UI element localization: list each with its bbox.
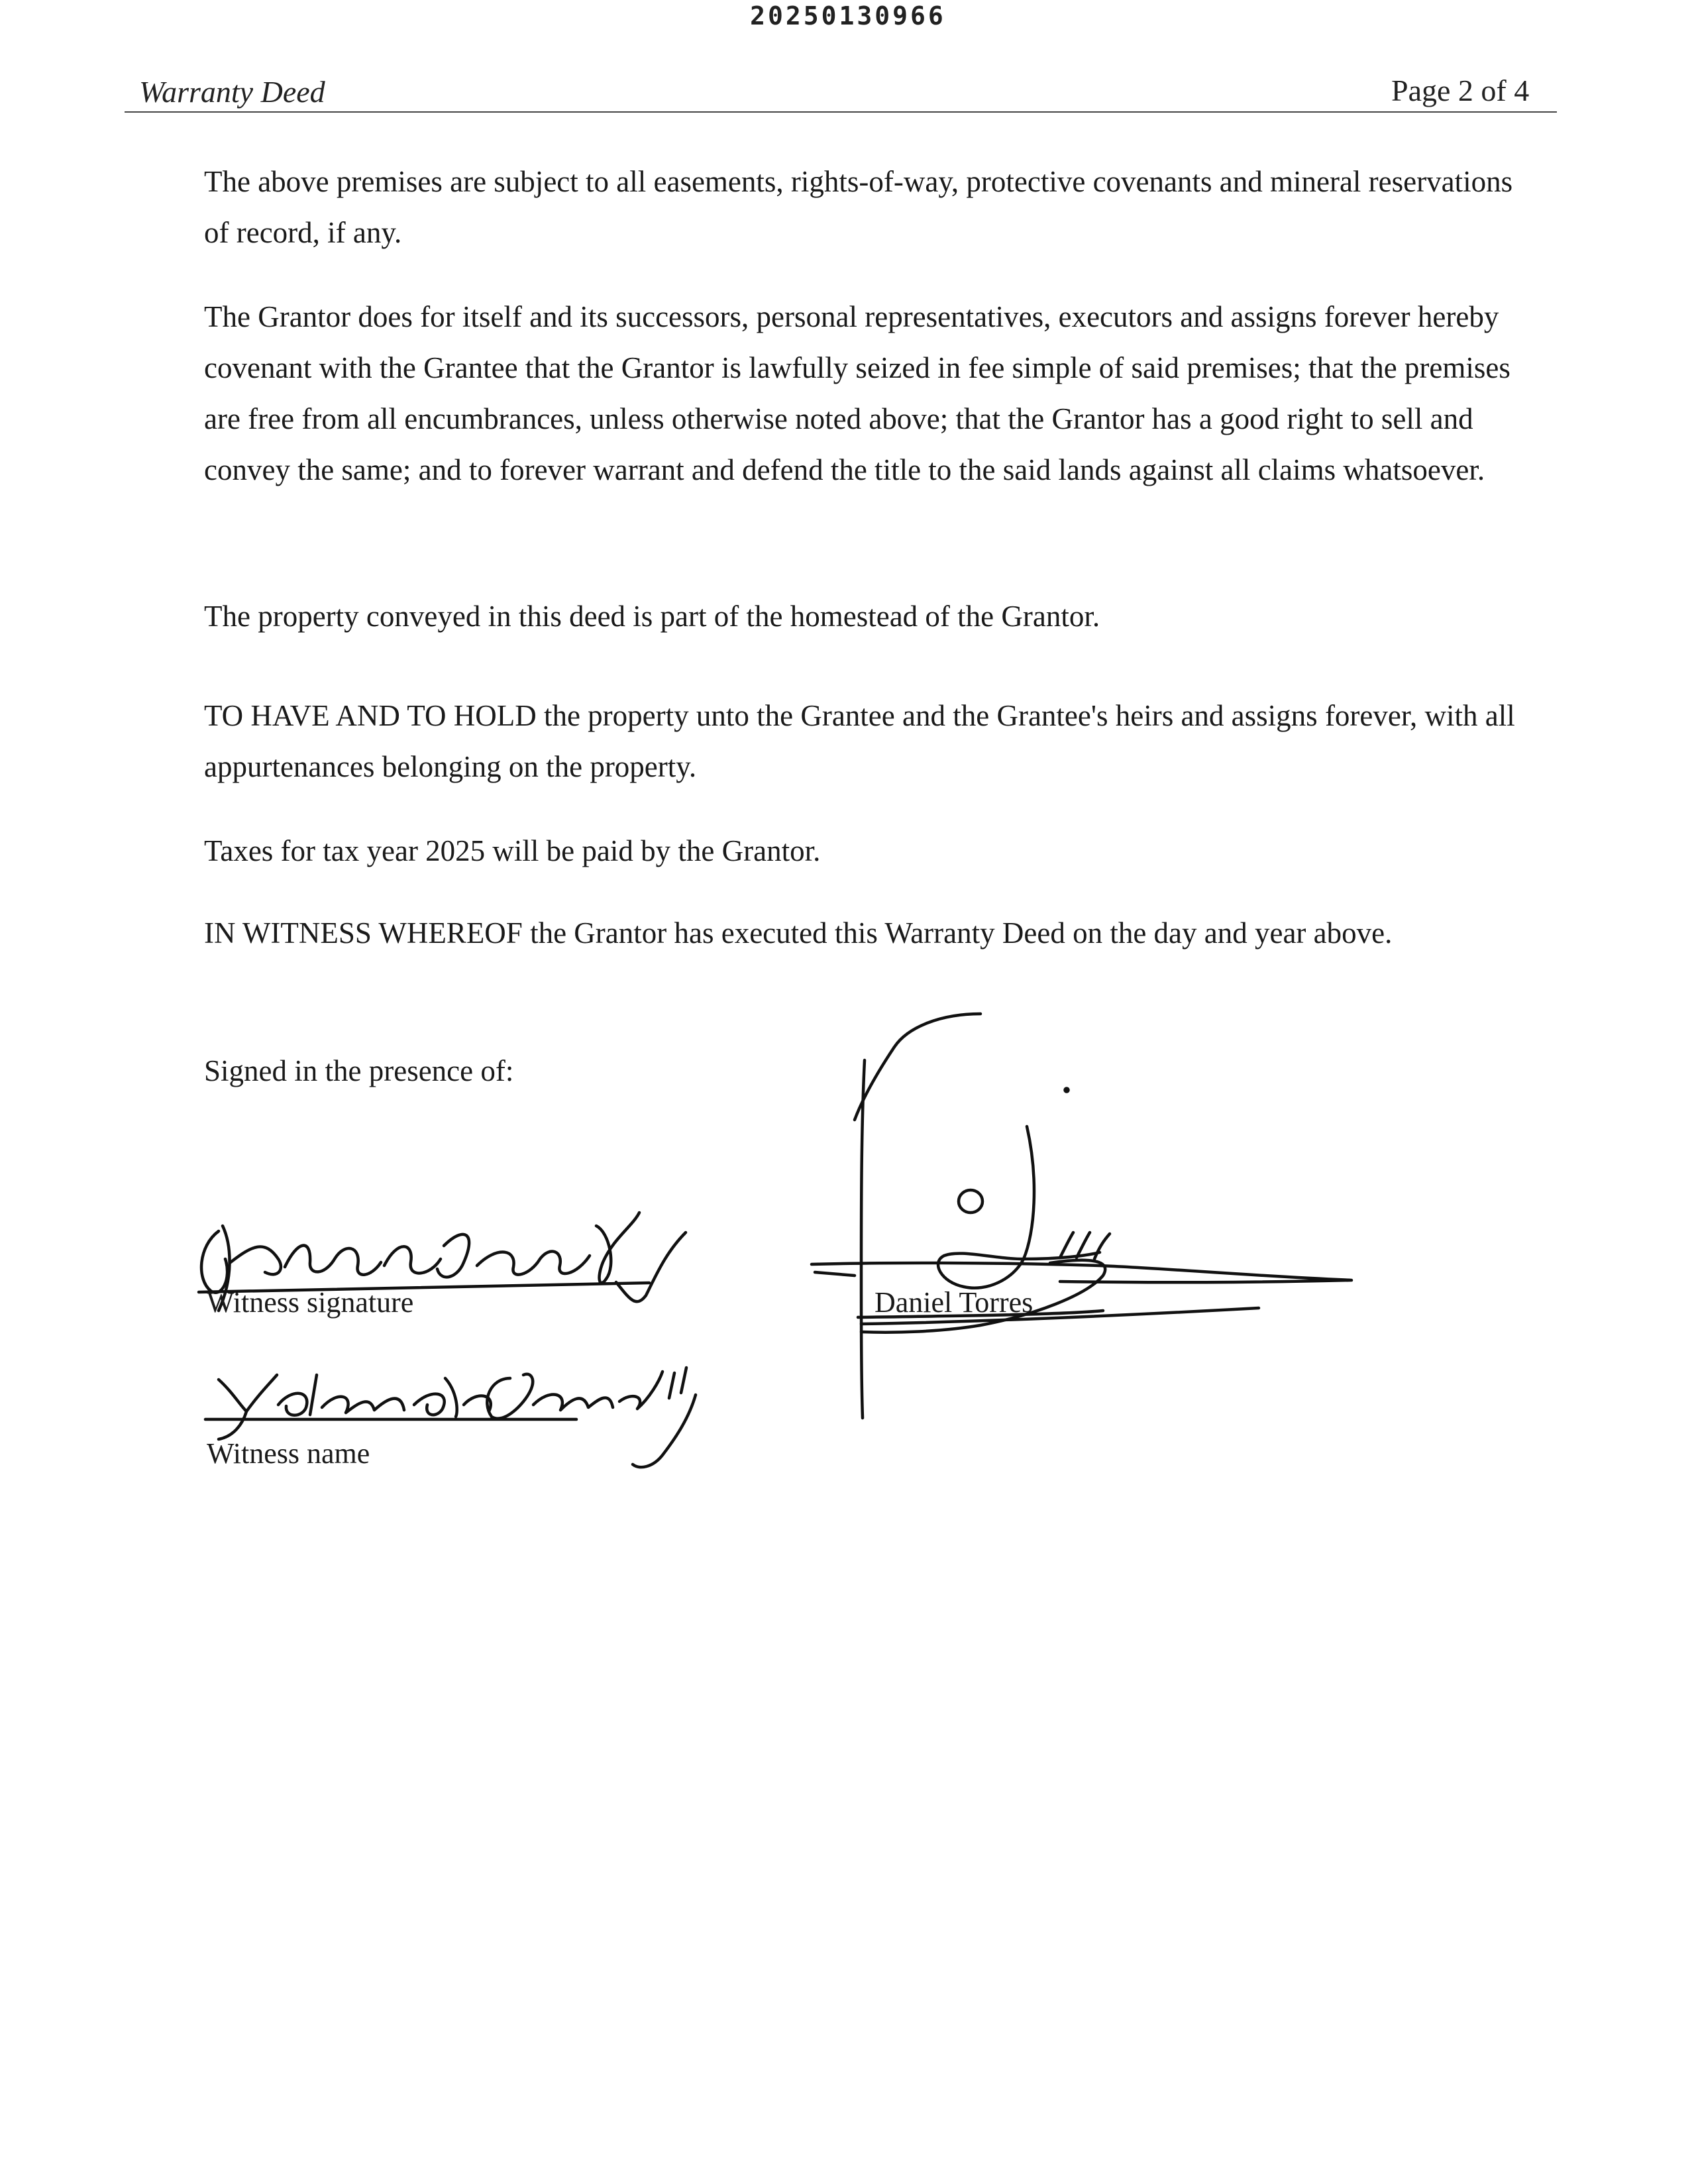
recording-number: 20250130966: [750, 1, 946, 30]
paragraph-signed-presence: Signed in the presence of:: [204, 1054, 514, 1087]
paragraph-taxes: Taxes for tax year 2025 will be paid by the Grantor.: [204, 834, 821, 867]
witness-signature-label: Witness signature: [207, 1286, 414, 1319]
grantor-name: Daniel Torres: [874, 1286, 1034, 1319]
witness-name-label: Witness name: [207, 1437, 370, 1470]
paragraph-in-witness: IN WITNESS WHEREOF the Grantor has executed this Warranty Deed on the day and year above.: [204, 916, 1393, 950]
paragraph-covenant: The Grantor does for itself and its successors, personal representatives, executors and assigns forever hereby covenant with the Grantee that the Grantor is lawfully seized in fee simple of said premises; that the premises are free from all encumbrances, unless otherwise noted above; that the Grantor has a good right to sell and convey the same; and to forever warrant and defend the title to the said lands against all claims whatsoever.: [204, 300, 1510, 486]
paragraph-homestead: The property conveyed in this deed is part of the homestead of the Grantor.: [204, 600, 1100, 633]
paragraph-habendum: TO HAVE AND TO HOLD the property unto the Grantee and the Grantee's heirs and assigns forever, with all appurtenances belonging on the property.: [204, 699, 1515, 783]
paragraph-easements: The above premises are subject to all easements, rights-of-way, protective covenants and mineral reservations of record, if any.: [204, 165, 1513, 249]
header-divider: [125, 111, 1557, 113]
header-page-indicator: Page 2 of 4: [1391, 74, 1530, 107]
header-document-title: Warranty Deed: [139, 75, 325, 109]
